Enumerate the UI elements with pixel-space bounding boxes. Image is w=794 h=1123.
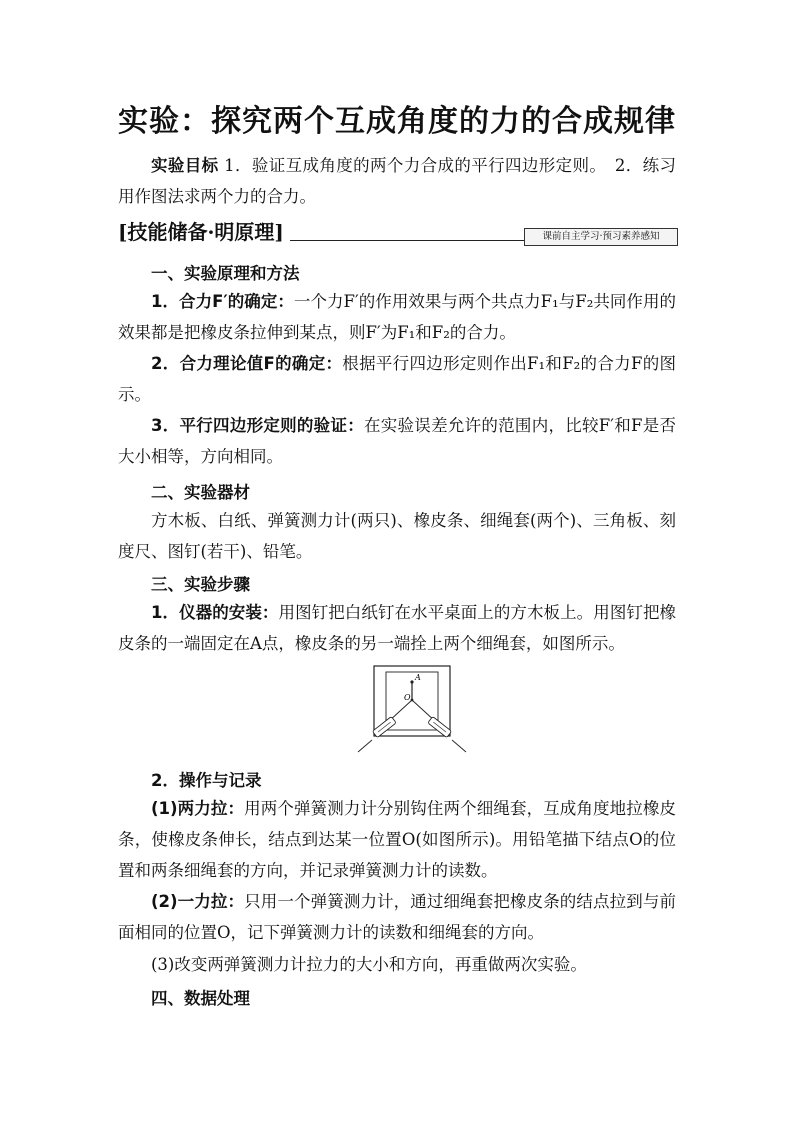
- principle-1-text: 一个力F′的作用效果与两个共点力F₁与F₂共同作用的效果都是把橡皮条拉伸到某点，则F′为F₁和F₂的合力。: [118, 292, 676, 342]
- step-2b: [118, 886, 676, 948]
- principle-item-3: [118, 410, 676, 472]
- section-heading-equipment: 二、实验器材: [151, 483, 250, 502]
- step-1: [118, 597, 676, 659]
- principle-item-2: [118, 348, 676, 410]
- banner-title: [技能储备·明原理]: [118, 220, 284, 244]
- objective-paragraph: [118, 150, 676, 212]
- apparatus-figure: [356, 660, 468, 756]
- section-heading-steps: 三、实验步骤: [151, 575, 250, 594]
- objective-text: 1．验证互成角度的两个力合成的平行四边形定则。 2．练习用作图法求两个力的合力。: [118, 156, 676, 206]
- principle-1-lead: 1．合力F′的确定：: [151, 292, 294, 311]
- equipment-paragraph: 方木板、白纸、弹簧测力计(两只)、橡皮条、细绳套(两个)、三角板、刻度尺、图钉(若干)、铅笔。: [118, 511, 676, 561]
- step-2c: (3)改变两弹簧测力计拉力的大小和方向，再重做两次实验。: [151, 955, 587, 974]
- step-1-lead: 1．仪器的安装：: [151, 603, 279, 622]
- step-2a-text: 用两个弹簧测力计分别钩住两个细绳套，互成角度地拉橡皮条，使橡皮条伸长，结点到达某一位置O(如图所示)。用铅笔描下结点O的位置和两条细绳套的方向，并记录弹簧测力计的读数。: [118, 799, 676, 880]
- banner-tag: 课前自主学习·预习素养感知: [524, 228, 678, 246]
- principle-2-text: 根据平行四边形定则作出F₁和F₂的合力F的图示。: [118, 354, 676, 404]
- step-2-heading: 2．操作与记录: [151, 771, 262, 790]
- principle-3-lead: 3．平行四边形定则的验证：: [151, 416, 364, 435]
- section-heading-principle: 一、实验原理和方法: [151, 264, 300, 283]
- step-2b-text: 只用一个弹簧测力计，通过细绳套把橡皮条的结点拉到与前面相同的位置O，记下弹簧测力计的读数和细绳套的方向。: [118, 892, 676, 942]
- principle-item-1: [118, 286, 676, 348]
- step-1-text: 用图钉把白纸钉在水平桌面上的方木板上。用图钉把橡皮条的一端固定在A点，橡皮条的另一端拴上两个细绳套，如图所示。: [118, 603, 677, 653]
- figure-label-o: O: [404, 693, 411, 702]
- step-2a-lead: (1)两力拉：: [151, 799, 245, 818]
- figure-label-a: A: [415, 673, 421, 682]
- page-title: 实验：探究两个互成角度的力的合成规律: [118, 104, 676, 139]
- section-heading-data: 四、数据处理: [151, 989, 250, 1008]
- objective-label: 实验目标: [151, 156, 219, 175]
- step-2b-lead: (2)一力拉：: [151, 892, 245, 911]
- principle-3-text: 在实验误差允许的范围内，比较F′和F是否大小相等，方向相同。: [118, 416, 676, 466]
- principle-2-lead: 2．合力理论值F的确定：: [151, 354, 343, 373]
- step-2a: [118, 793, 676, 886]
